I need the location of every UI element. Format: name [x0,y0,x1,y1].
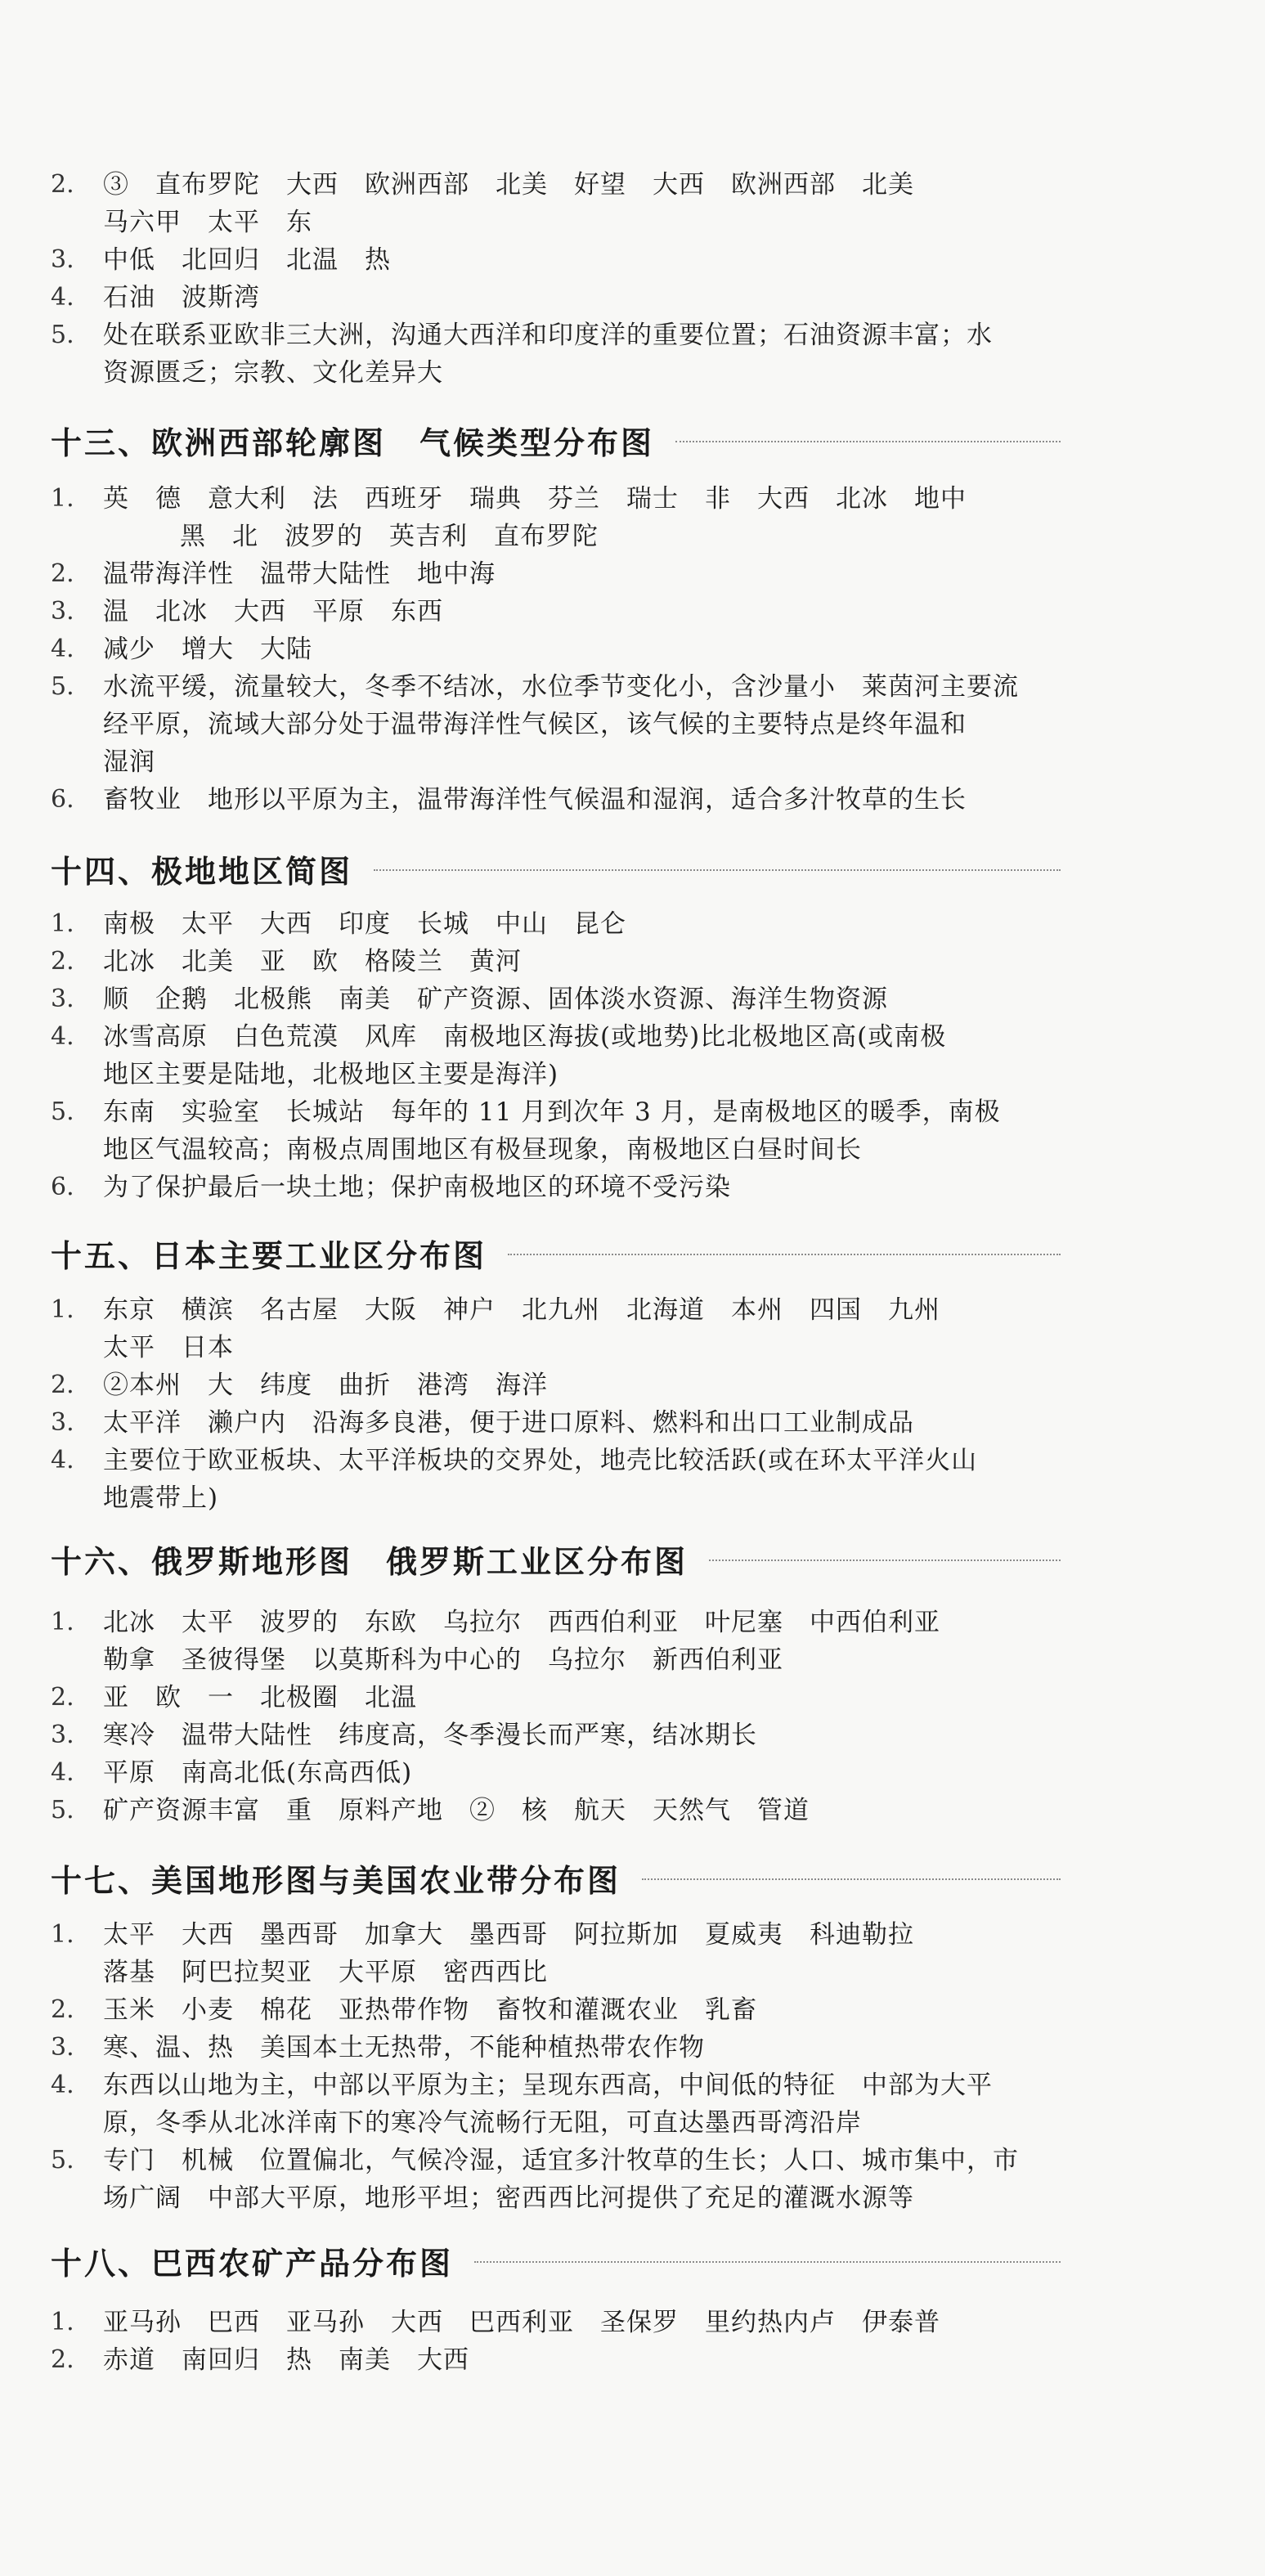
item-number: 4. [51,1446,74,1474]
item-number: 5. [51,672,74,701]
section-heading [51,844,1061,893]
item-text: 地区气温较高；南极点周围地区有极昼现象，南极地区白昼时间长 [103,1135,862,1165]
item-text: 冰雪高原 白色荒漠 风库 南极地区海拔(或地势)比北极地区高(或南极 [103,1022,947,1052]
dotted-rule [474,2261,1061,2263]
item-text: 减少 增大 大陆 [103,635,312,664]
item-text: 主要位于欧亚板块、太平洋板块的交界处，地壳比较活跃(或在环太平洋火山 [103,1446,978,1475]
item-text: 勒拿 圣彼得堡 以莫斯科为中心的 乌拉尔 新西伯利亚 [103,1645,783,1675]
item-text: 场广阔 中部大平原，地形平坦；密西西比河提供了充足的灌溉水源等 [103,2183,914,2213]
item-number: 4. [51,2071,74,2099]
item-text: 经平原，流域大部分处于温带海洋性气候区，该气候的主要特点是终年温和 [103,710,967,739]
item-text: 顺 企鹅 北极熊 南美 矿产资源、固体淡水资源、海洋生物资源 [103,985,888,1014]
item-text: 北冰 北美 亚 欧 格陵兰 黄河 [103,947,522,976]
item-number: 4. [51,1758,74,1787]
item-number: 1. [51,484,74,513]
item-text: 东西以山地为主，中部以平原为主；呈现东西高，中间低的特征 中部为大平 [103,2071,993,2100]
item-text: 寒冷 温带大陆性 纬度高，冬季漫长而严寒，结冰期长 [103,1721,757,1750]
item-text: 英 德 意大利 法 西班牙 瑞典 芬兰 瑞士 非 大西 北冰 地中 [103,484,967,514]
item-number: 3. [51,1721,74,1749]
section-title: 十八、巴西农矿产品分布图 [51,2245,454,2282]
item-text: 亚 欧 一 北极圈 北温 [103,1683,417,1712]
item-text: 为了保护最后一块土地；保护南极地区的环境不受污染 [103,1173,731,1202]
item-text: 马六甲 太平 东 [103,208,312,237]
item-number: 3. [51,597,74,626]
item-number: 1. [51,1295,74,1324]
item-text: 原，冬季从北冰洋南下的寒冷气流畅行无阻，可直达墨西哥湾沿岸 [103,2108,862,2138]
item-text: 水流平缓，流量较大，冬季不结冰，水位季节变化小，含沙量小 莱茵河主要流 [103,672,1019,702]
item-number: 2. [51,170,74,199]
item-text: 南极 太平 大西 印度 长城 中山 昆仑 [103,909,626,939]
item-text: ②本州 大 纬度 曲折 港湾 海洋 [103,1371,548,1400]
item-text: 畜牧业 地形以平原为主，温带海洋性气候温和湿润，适合多汁牧草的生长 [103,785,967,815]
item-text: 赤道 南回归 热 南美 大西 [103,2345,469,2375]
item-text: 温带海洋性 温带大陆性 地中海 [103,559,496,589]
item-number: 4. [51,1022,74,1051]
section-title: 十五、日本主要工业区分布图 [51,1237,487,1274]
item-number: 2. [51,1683,74,1712]
item-text: 资源匮乏；宗教、文化差异大 [103,358,443,388]
item-text: 地震带上) [103,1483,219,1513]
section-heading [51,2236,1061,2285]
section-title: 十七、美国地形图与美国农业带分布图 [51,1862,621,1899]
dotted-rule [508,1254,1061,1255]
dotted-rule [675,441,1061,442]
item-text: 北冰 太平 波罗的 东欧 乌拉尔 西西伯利亚 叶尼塞 中西伯利亚 [103,1608,940,1637]
item-number: 3. [51,1408,74,1437]
dotted-rule [642,1878,1061,1880]
item-text: 专门 机械 位置偏北，气候冷湿，适宜多汁牧草的生长；人口、城市集中，市 [103,2146,1019,2175]
item-number: 5. [51,1097,74,1126]
item-number: 2. [51,559,74,588]
item-text: 太平 大西 墨西哥 加拿大 墨西哥 阿拉斯加 夏威夷 科迪勒拉 [103,1920,914,1950]
item-text: 玉米 小麦 棉花 亚热带作物 畜牧和灌溉农业 乳畜 [103,1995,757,2025]
item-number: 3. [51,2033,74,2062]
item-number: 4. [51,635,74,663]
dotted-rule [374,869,1061,871]
section-title: 十四、极地地区简图 [51,853,353,890]
item-text: 东京 横滨 名古屋 大阪 神户 北九州 北海道 本州 四国 九州 [103,1295,940,1325]
item-number: 5. [51,321,74,349]
item-number: 4. [51,283,74,312]
item-text: 黑 北 波罗的 英吉利 直布罗陀 [180,522,599,551]
item-number: 5. [51,1796,74,1824]
item-number: 2. [51,1995,74,2024]
item-number: 1. [51,909,74,938]
item-text: 落基 阿巴拉契亚 大平原 密西西比 [103,1958,548,1987]
item-number: 3. [51,245,74,274]
section-heading [51,415,1061,464]
section-title: 十三、欧洲西部轮廓图 气候类型分布图 [51,424,655,461]
section-heading [51,1228,1061,1277]
item-number: 2. [51,1371,74,1399]
item-number: 1. [51,2308,74,2336]
item-number: 3. [51,985,74,1013]
item-number: 2. [51,947,74,976]
item-number: 1. [51,1608,74,1636]
section-heading [51,1534,1061,1583]
item-text: 地区主要是陆地，北极地区主要是海洋) [103,1060,559,1089]
item-text: ③ 直布罗陀 大西 欧洲西部 北美 好望 大西 欧洲西部 北美 [103,170,914,200]
item-text: 亚马孙 巴西 亚马孙 大西 巴西利亚 圣保罗 里约热内卢 伊泰普 [103,2308,940,2337]
item-text: 温 北冰 大西 平原 东西 [103,597,443,626]
item-text: 石油 波斯湾 [103,283,260,312]
item-number: 2. [51,2345,74,2374]
section-heading [51,1853,1061,1902]
item-text: 太平洋 濑户内 沿海多良港，便于进口原料、燃料和出口工业制成品 [103,1408,914,1438]
item-text: 寒、温、热 美国本土无热带，不能种植热带农作物 [103,2033,705,2062]
item-text: 太平 日本 [103,1333,234,1362]
item-number: 6. [51,1173,74,1201]
item-number: 1. [51,1920,74,1949]
item-text: 处在联系亚欧非三大洲，沟通大西洋和印度洋的重要位置；石油资源丰富；水 [103,321,993,350]
item-number: 5. [51,2146,74,2174]
item-number: 6. [51,785,74,814]
item-text: 湿润 [103,747,155,777]
item-text: 平原 南高北低(东高西低) [103,1758,413,1788]
item-text: 矿产资源丰富 重 原料产地 ② 核 航天 天然气 管道 [103,1796,810,1825]
section-title: 十六、俄罗斯地形图 俄罗斯工业区分布图 [51,1543,689,1580]
item-text: 东南 实验室 长城站 每年的 11 月到次年 3 月，是南极地区的暖季，南极 [103,1097,1001,1127]
item-text: 中低 北回归 北温 热 [103,245,391,275]
dotted-rule [709,1560,1061,1561]
